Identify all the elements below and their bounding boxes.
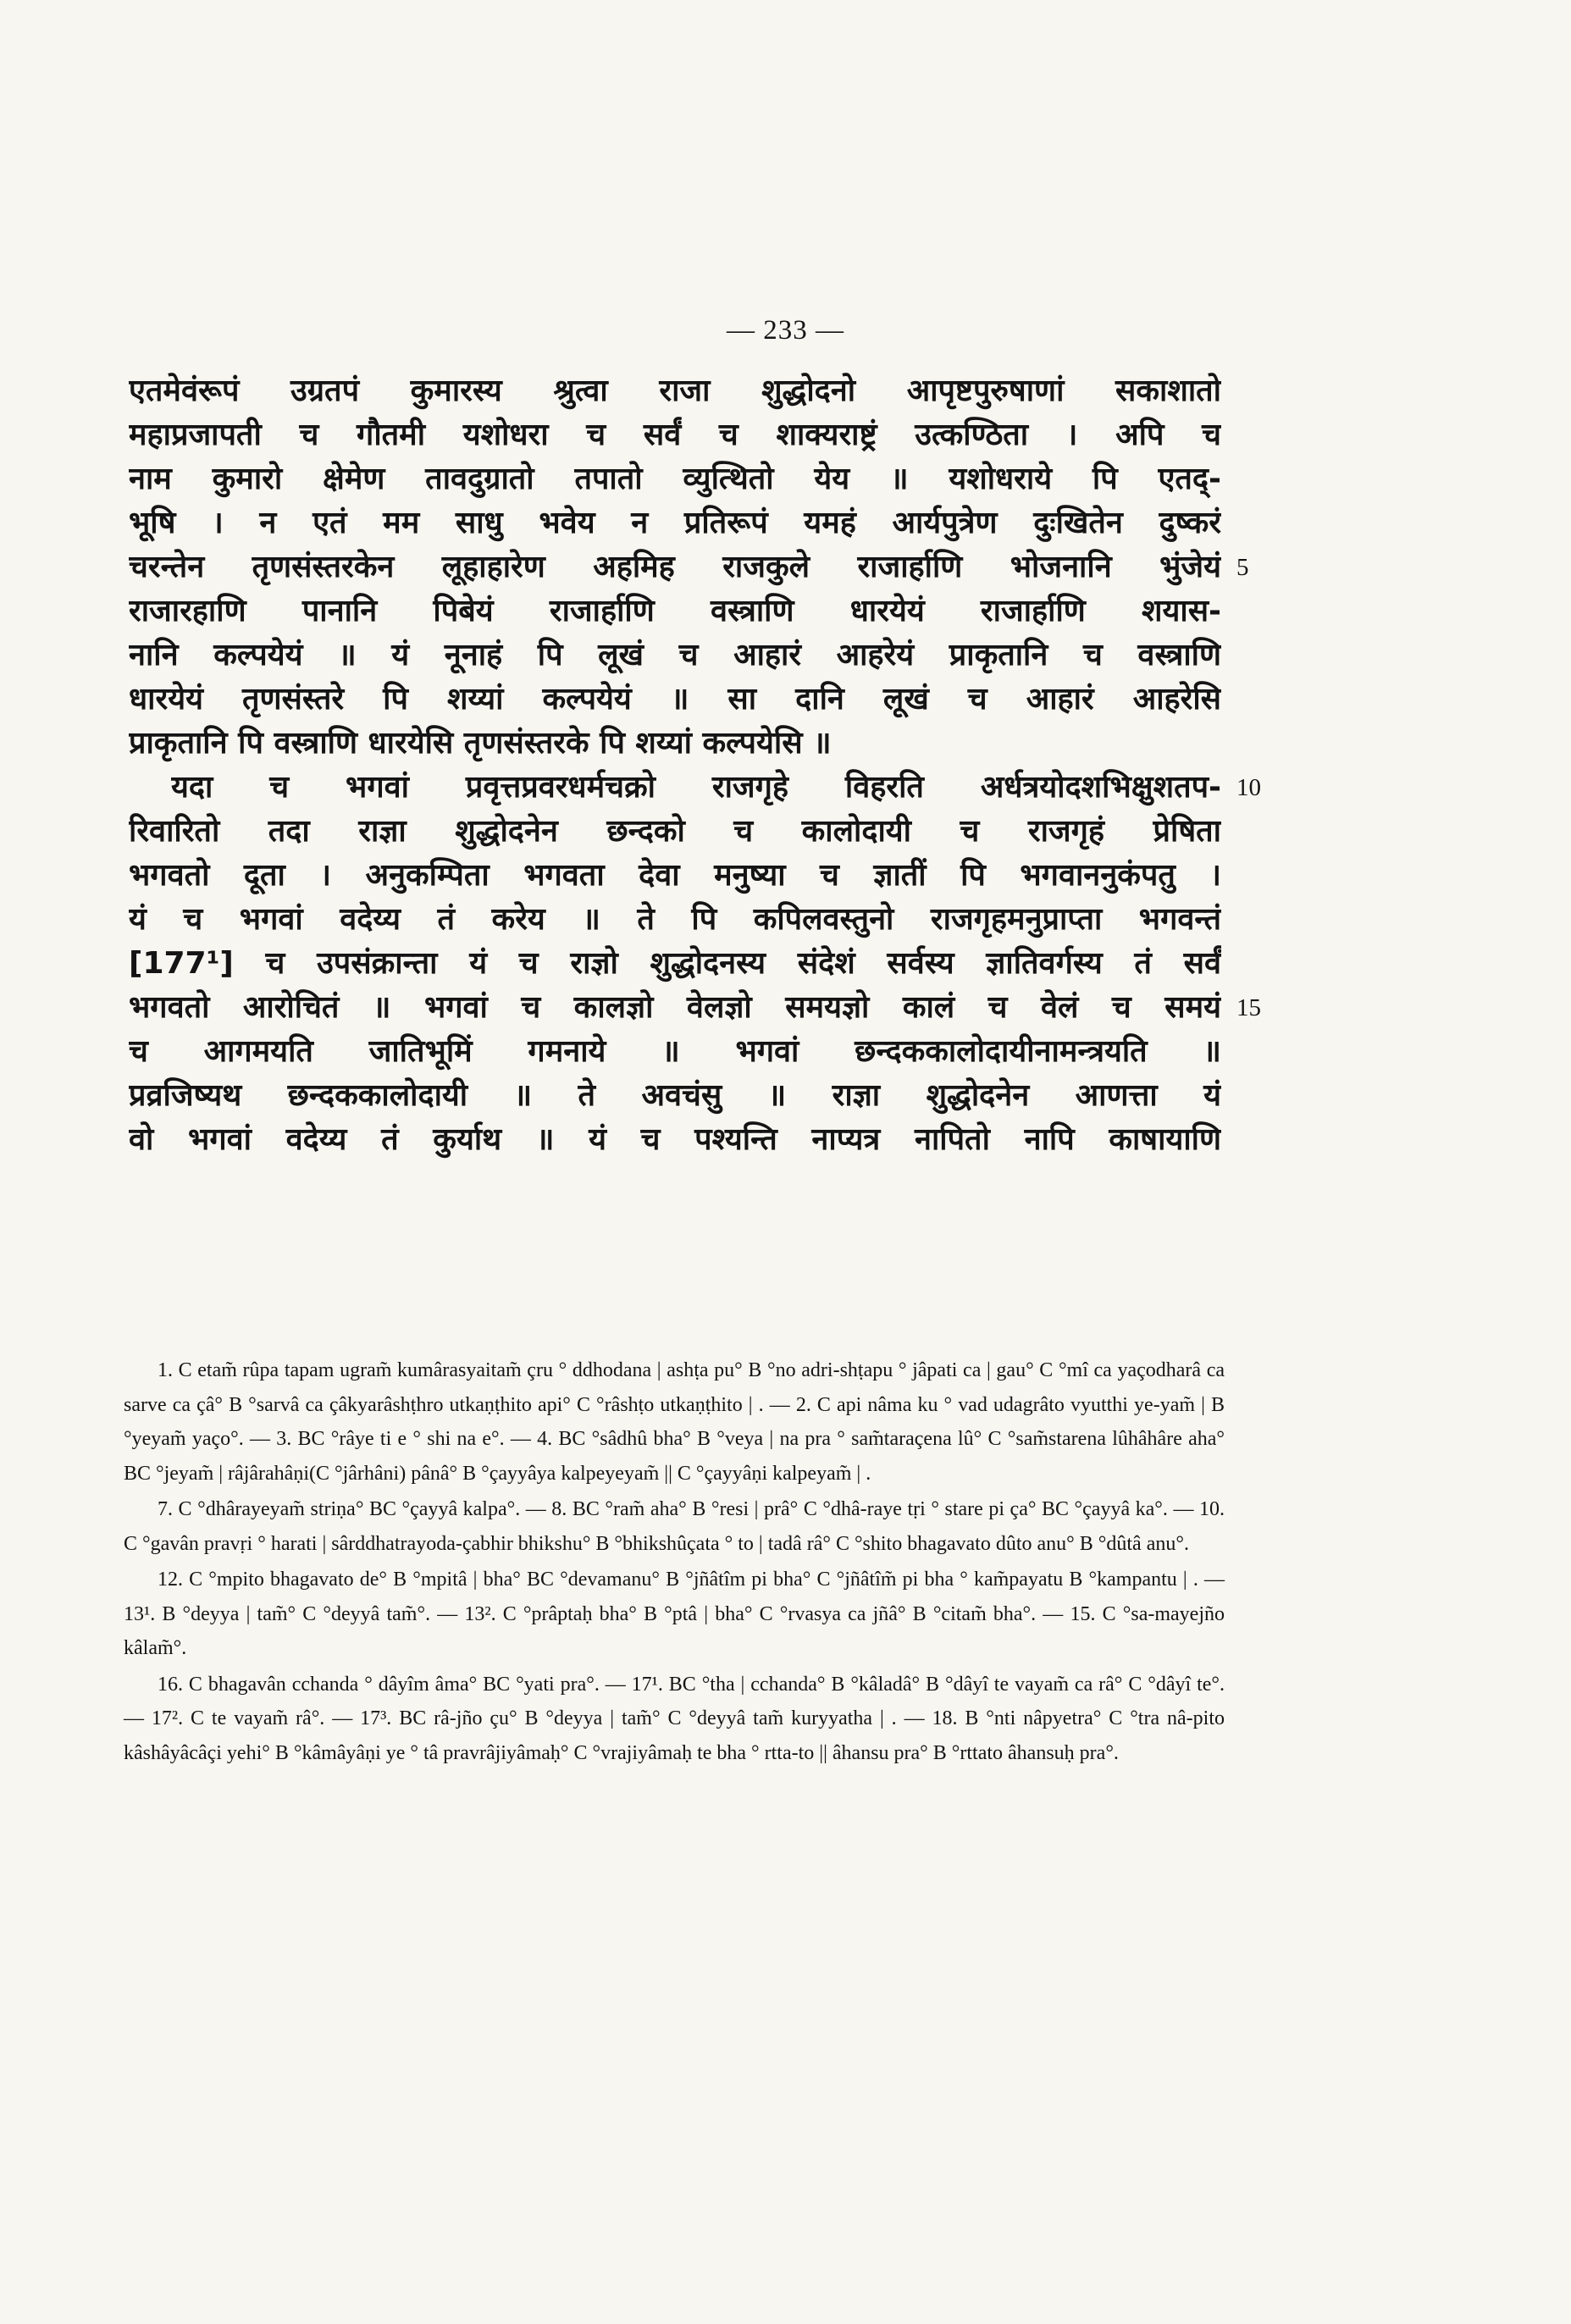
page-number: — 233 — — [727, 315, 844, 346]
text-line-3: नाम कुमारो क्षेमेण तावदुग्रातो तपातो व्युत्थितो येय ॥ यशोधराये पि एतद्- — [129, 462, 1221, 496]
footnotes — [124, 1353, 1225, 1772]
footnote-12: 12. C °mpito bhagavato de° B °mpitâ | bha° BC °devamanu° B °jñâtîm pi bha° C °jñâtîm̃ pi bha ° kam̃payatu B °kampantu | . — 13¹. B °deyya | tam̃° C °deyyâ tam̃°. — 13². C °prâptaḥ bha° B °ptâ | bha° C °rvasya ca jñâ° B °citam̃ bha°. — 15. C °sa-mayejño kâlam̃°. — [124, 1569, 1225, 1659]
footnote-7: 7. C °dhârayeyam̃ striṇa° BC °çayyâ kalpa°. — 8. BC °ram̃ aha° B °resi | prâ° C °dhâ-raye tṛi ° stare pi ça° BC °çayyâ ka°. — 10. C °gavân pravṛi ° harati | sârddhatrayoda-çabhir bhikshu° B °bhikshûçata ° to | tadâ râ° C °shito bhagavato dûto anu° B °dûtâ anu°. — [124, 1498, 1225, 1555]
text-line-2: महाप्रजापती च गौतमी यशोधरा च सर्वं च शाक्यराष्ट्रं उत्कण्ठिता । अपि च — [129, 418, 1221, 452]
footnote-1: 1. C etam̃ rûpa tapam ugram̃ kumârasyaitam̃ çru ° ddhodana | ashṭa pu° B °no adri-shṭapu ° jâpati ca | gau° C °mî ca yaçodharâ ca sarve ca çâ° B °sarvâ ca çâkyarâshṭhro utkaṇṭhito api° C °râshṭo utkaṇṭhito | . — 2. C api nâma ku ° vad udagrâto vyutthi ye-yam̃ | B °yeyam̃ yaço°. — 3. BC °râye ti e ° shi na e°. — 4. BC °sâdhû bha° B °veya | na pra ° sam̃taraçena lû° C °sam̃starena lûhâhâre aha° BC °jeyam̃ | râjârahâṇi(C °jârhâni) pânâ° B °çayyâya kalpeyeyam̃ || C °çayyâṇi kalpeyam̃ | . — [124, 1359, 1225, 1485]
text-line-14: [177¹] च उपसंक्रान्ता यं च राज्ञो शुद्धोदनस्य संदेशं सर्वस्य ज्ञातिवर्गस्य तं सर्वं — [129, 946, 1221, 981]
line-number-15: 15 — [1236, 994, 1261, 1021]
text-line-15: भगवतो आरोचितं ॥ भगवां च कालज्ञो वेलज्ञो समयज्ञो कालं च वेलं च समयं — [129, 990, 1221, 1025]
text-line-6: राजारहाणि पानानि पिबेयं राजार्हाणि वस्त्राणि धारयेयं राजार्हाणि शयास- — [129, 594, 1221, 628]
text-line-16: च आगमयति जातिभूमिं गमनाये ॥ भगवां छन्दककालोदायीनामन्त्रयति ॥ — [129, 1034, 1221, 1069]
text-line-18: वो भगवां वदेय्य तं कुर्याथ ॥ यं च पश्यन्ति नाप्यत्र नापितो नापि काषायाणि — [129, 1122, 1221, 1157]
text-line-9: प्राकृतानि पि वस्त्राणि धारयेसि तृणसंस्तरके पि शय्यां कल्पयेसि ॥ — [129, 726, 832, 761]
text-line-1: एतमेवंरूपं उग्रतपं कुमारस्य श्रुत्वा राजा शुद्धोदनो आपृष्टपुरुषाणां सकाशातो — [129, 374, 1221, 408]
text-line-7: नानि कल्पयेयं ॥ यं नूनाहं पि लूखं च आहारं आहरेयं प्राकृतानि च वस्त्राणि — [129, 638, 1221, 672]
text-line-8: धारयेयं तृणसंस्तरे पि शय्यां कल्पयेयं ॥ सा दानि लूखं च आहारं आहरेसि — [129, 682, 1221, 717]
text-line-13: यं च भगवां वदेय्य तं करेय ॥ ते पि कपिलवस्तुनो राजगृहमनुप्राप्ता भगवन्तं — [129, 902, 1221, 937]
text-line-5: चरन्तेन तृणसंस्तरकेन लूहाहारेण अहमिह राजकुले राजार्हाणि भोजनानि भुंजेयं — [129, 550, 1221, 584]
text-line-4: भूषि । न एतं मम साधु भवेय न प्रतिरूपं यमहं आर्यपुत्रेण दुःखितेन दुष्करं — [129, 506, 1221, 540]
text-line-10: यदा च भगवां प्रवृत्तप्रवरधर्मचक्रो राजगृहे विहरति अर्धत्रयोदशभिक्षुशतप- — [171, 770, 1221, 805]
text-line-12: भगवतो दूता । अनुकम्पिता भगवता देवा मनुष्या च ज्ञातीं पि भगवाननुकंपतु । — [129, 858, 1221, 893]
line-number-10: 10 — [1236, 774, 1261, 801]
footnote-16: 16. C bhagavân cchanda ° dâyîm âma° BC °yati pra°. — 17¹. BC °tha | cchanda° B °kâladâ° B °dâyî te vayam̃ ca râ° C °dâyî te°. — 17². C te vayam̃ râ°. — 17³. BC râ-jño çu° B °deyya | tam̃° C °deyyâ tam̃ kuryyatha | . — 18. B °nti nâpyetra° C °tra nâ-pito kâshâyâcâçi yehi° B °kâmâyâṇi ye ° tâ pravrâjiyâmaḥ° C °vrajiyâmaḥ te bha ° rtta-to || âhansu pra° B °rttato âhansuḥ pra°. — [124, 1673, 1225, 1764]
text-line-11: रिवारितो तदा राज्ञा शुद्धोदनेन छन्दको च कालोदायी च राजगृहं प्रेषिता — [129, 814, 1221, 849]
text-line-17: प्रव्रजिष्यथ छन्दककालोदायी ॥ ते अवचंसु ॥ राज्ञा शुद्धोदनेन आणत्ता यं — [129, 1078, 1221, 1113]
line-number-5: 5 — [1236, 554, 1249, 581]
